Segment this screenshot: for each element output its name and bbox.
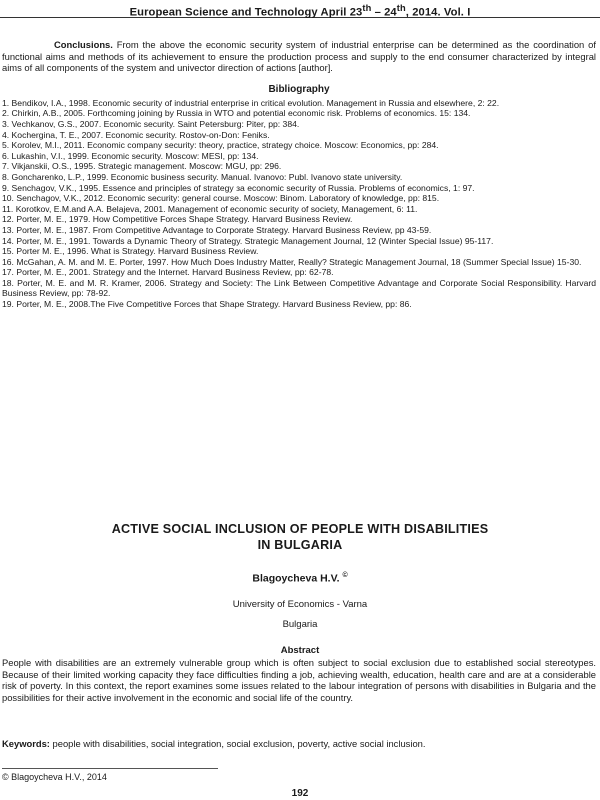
author-affiliation: University of Economics - Varna	[232, 599, 368, 610]
bibliography-item: 6. Lukashin, V.I., 1999. Economic security. Moscow: MESI, pp: 134.	[2, 150, 259, 161]
bibliography-item: 1. Bendikov, I.A., 1998. Economic security of industrial enterprise in critical evolution. Management in Russia and elsewhere, 2: 22.	[2, 97, 500, 108]
page-number: 192	[291, 788, 309, 799]
bibliography-item: 12. Porter, M. E., 1979. How Competitive Forces Shape Strategy. Harvard Business Review.	[2, 214, 353, 225]
bibliography-item: 2. Chirkin, A.B., 2005. Forthcoming joining by Russia in WTO and potential economic risk. Problems of economics. 15: 134.	[2, 108, 471, 119]
bibliography-item: 14. Porter, M. E., 1991. Towards a Dynamic Theory of Strategy. Strategic Management Journal, 12 (Winter Special Issue) 95-117.	[2, 235, 494, 246]
bibliography-item: 9. Senchagov, V.K., 1995. Essence and principles of strategy за economic security of Russia. Problems of economics, 1: 97.	[2, 182, 475, 193]
keywords-line	[2, 738, 596, 750]
bibliography-item: 18. Porter, M. E. and M. R. Kramer, 2006. Strategy and Society: The Link Between Competitive Advantage and Corporate Social Responsibility. Harvard Business Review, pp: 78-92.	[2, 277, 596, 299]
conclusions-text: From the above the economic security system of industrial enterprise can be determined as the coordination of functional aims and methods of its achievement to ensure the production process and supply to the end consumer characterized by integral aims of all components of the system and univector direction of actions [author].	[2, 39, 596, 74]
bibliography-item: 19. Porter, M. E., 2008.The Five Competitive Forces that Shape Strategy. Harvard Business Review, pp: 86.	[2, 299, 412, 310]
article-author	[0, 569, 600, 586]
conclusions-label: Conclusions.	[54, 39, 113, 50]
keywords-label: Keywords:	[2, 738, 50, 749]
bibliography-item: 13. Porter, M. E., 1987. From Competitive Advantage to Corporate Strategy. Harvard Business Review, pp 43-59.	[2, 224, 432, 235]
abstract-text: People with disabilities are an extremely vulnerable group which is often subject to social exclusion due to established social stereotypes. Because of their limited working capacity they face difficulties finding a job, achieving wealth, education, health care and are at a considerable risk of poverty. In this context, the report examines some issues related to the labour integration of persons with disabilities in Bulgaria and the possibilities for their active involvement in the economic and social life of the country.	[2, 657, 596, 703]
header-text-suffix: , 2014. Vol. I	[405, 6, 471, 19]
article-title-line-1: ACTIVE SOCIAL INCLUSION OF PEOPLE WITH DISABILITIES	[111, 522, 489, 536]
running-header	[0, 0, 600, 18]
bibliography-item: 8. Goncharenko, L.P., 1999. Economic business security. Manual. Ivanovo: Publ. Ivanovo state university.	[2, 171, 403, 182]
bibliography-list	[2, 98, 596, 310]
bibliography-item: 4. Kochergina, T. E., 2007. Economic security. Rostov-on-Don: Feniks.	[2, 129, 270, 140]
conclusions-paragraph	[2, 39, 596, 74]
footnote-divider	[2, 768, 218, 769]
bibliography-title: Bibliography	[268, 83, 330, 95]
author-name: Blagoycheva H.V.	[252, 572, 340, 585]
copyright-mark: ©	[342, 572, 348, 579]
abstract-title: Abstract	[280, 645, 320, 656]
header-text-prefix: European Science and Technology April 23	[129, 6, 363, 19]
header-sup-1: th	[362, 3, 372, 13]
article-title-line-2: IN BULGARIA	[257, 537, 343, 552]
bibliography-item: 17. Porter, M. E., 2001. Strategy and the Internet. Harvard Business Review, pp: 62-78.	[2, 267, 334, 278]
article-title	[0, 522, 600, 553]
copyright-footnote: © Blagoycheva H.V., 2014	[2, 772, 107, 782]
main-content	[2, 24, 596, 310]
header-sup-2: th	[396, 3, 406, 13]
bibliography-item: 7. Vikjanskii, O.S., 1995. Strategic management. Moscow: MGU, pp: 296.	[2, 161, 282, 172]
keywords-text: people with disabilities, social integration, social exclusion, poverty, active social inclusion.	[49, 738, 426, 749]
author-country: Bulgaria	[282, 619, 318, 630]
bibliography-item: 3. Vechkanov, G.S., 2007. Economic security. Saint Petersburg: Piter, pp: 384.	[2, 118, 300, 129]
header-text-dash: – 24	[371, 6, 397, 19]
bibliography-item: 10. Senchagov, V.K., 2012. Economic security: general course. Moscow: Binom. Laboratory of knowledge, pp: 815.	[2, 193, 440, 204]
bibliography-item: 11. Korotkov, E.M.and A.A. Belajeva, 2001. Management of economic security of society, Management, 6: 11.	[2, 203, 418, 214]
bibliography-item: 16. McGahan, A. M. and M. E. Porter, 1997. How Much Does Industry Matter, Really? Strategic Management Journal, 18 (Summer Special Issue) 15-30.	[2, 256, 582, 267]
bibliography-item: 15. Porter M. E., 1996. What is Strategy. Harvard Business Review.	[2, 246, 259, 257]
bibliography-item: 5. Korolev, M.I., 2011. Economic company security: theory, practice, strategy choice. Moscow: Economics, pp: 284.	[2, 140, 439, 151]
